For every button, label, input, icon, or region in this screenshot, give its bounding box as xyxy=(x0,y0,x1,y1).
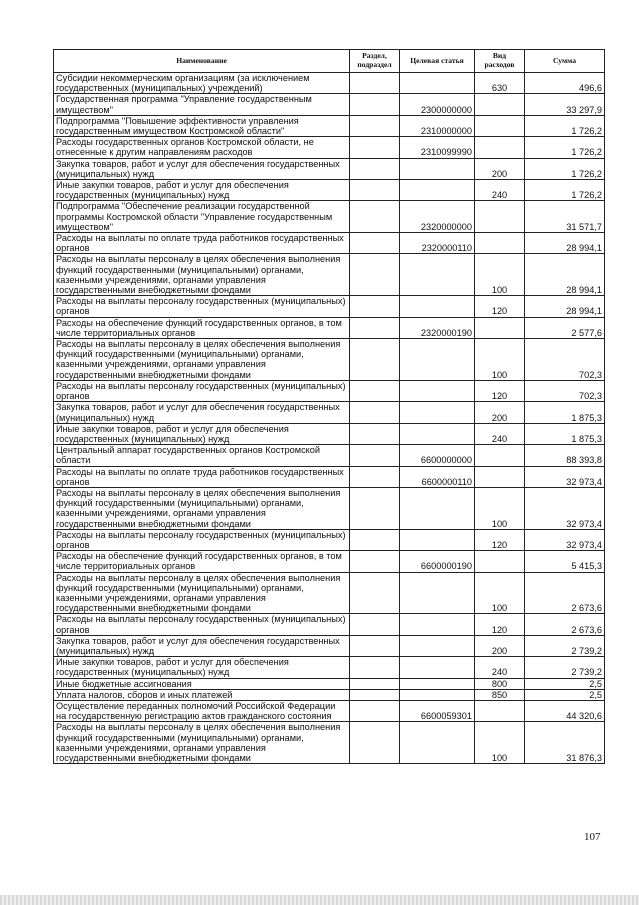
table-body xyxy=(54,73,605,764)
cell-sum: 702,3 xyxy=(525,339,605,381)
scan-bottom-edge xyxy=(0,895,639,905)
cell-section xyxy=(350,201,400,233)
cell-name: Расходы на выплаты персоналу в целях обеспечения выполнения функций государственными (муниципальными) органами, казенными учреждениями, органами управления государственными внебюджетными фондами xyxy=(54,339,350,381)
table-row xyxy=(54,339,605,381)
cell-name: Закупка товаров, работ и услуг для обеспечения государственных (муниципальных) нужд xyxy=(54,402,350,423)
cell-section xyxy=(350,233,400,254)
cell-target xyxy=(400,635,475,656)
cell-target: 2320000110 xyxy=(400,233,475,254)
table-row xyxy=(54,722,605,764)
cell-target xyxy=(400,423,475,444)
cell-name: Закупка товаров, работ и услуг для обеспечения государственных (муниципальных) нужд xyxy=(54,635,350,656)
table-row xyxy=(54,700,605,721)
cell-section xyxy=(350,73,400,94)
table-row xyxy=(54,380,605,401)
cell-section xyxy=(350,317,400,338)
cell-target xyxy=(400,487,475,529)
table-row xyxy=(54,254,605,296)
cell-target: 2320000190 xyxy=(400,317,475,338)
table-header xyxy=(54,50,605,73)
cell-name: Центральный аппарат государственных органов Костромской области xyxy=(54,445,350,466)
cell-name: Расходы на выплаты персоналу государственных (муниципальных) органов xyxy=(54,529,350,550)
cell-section xyxy=(350,423,400,444)
cell-kind: 100 xyxy=(475,339,525,381)
cell-section xyxy=(350,551,400,572)
cell-sum: 1 726,2 xyxy=(525,137,605,158)
cell-name: Расходы на выплаты персоналу государственных (муниципальных) органов xyxy=(54,614,350,635)
table-row xyxy=(54,317,605,338)
cell-sum: 1 875,3 xyxy=(525,423,605,444)
budget-table xyxy=(53,49,605,764)
table-row xyxy=(54,445,605,466)
cell-kind: 800 xyxy=(475,678,525,689)
cell-name: Осуществление переданных полномочий Российской Федерации на государственную регистрацию актов гражданского состояния xyxy=(54,700,350,721)
table-row xyxy=(54,137,605,158)
cell-sum: 2 673,6 xyxy=(525,572,605,614)
cell-section xyxy=(350,296,400,317)
table-row xyxy=(54,635,605,656)
cell-name: Расходы на выплаты по оплате труда работников государственных органов xyxy=(54,466,350,487)
cell-target: 6600000110 xyxy=(400,466,475,487)
cell-sum: 32 973,4 xyxy=(525,529,605,550)
table-row xyxy=(54,466,605,487)
cell-sum: 32 973,4 xyxy=(525,487,605,529)
cell-sum: 5 415,3 xyxy=(525,551,605,572)
cell-sum: 1 726,2 xyxy=(525,180,605,201)
cell-name: Расходы на выплаты персоналу государственных (муниципальных) органов xyxy=(54,380,350,401)
cell-target xyxy=(400,158,475,179)
table-row xyxy=(54,73,605,94)
cell-target xyxy=(400,689,475,700)
cell-sum: 32 973,4 xyxy=(525,466,605,487)
table-row xyxy=(54,551,605,572)
header-kind: Вид расходов xyxy=(475,50,525,73)
cell-section xyxy=(350,689,400,700)
table-row xyxy=(54,296,605,317)
cell-kind: 120 xyxy=(475,529,525,550)
cell-kind: 200 xyxy=(475,402,525,423)
cell-kind: 120 xyxy=(475,380,525,401)
cell-section xyxy=(350,722,400,764)
cell-section xyxy=(350,339,400,381)
cell-sum: 2 577,6 xyxy=(525,317,605,338)
cell-kind: 850 xyxy=(475,689,525,700)
cell-name: Иные закупки товаров, работ и услуг для обеспечения государственных (муниципальных) нужд xyxy=(54,423,350,444)
cell-section xyxy=(350,402,400,423)
cell-name: Расходы на обеспечение функций государственных органов, в том числе территориальных органов xyxy=(54,317,350,338)
cell-sum: 1 726,2 xyxy=(525,115,605,136)
cell-sum: 2,5 xyxy=(525,689,605,700)
table-row xyxy=(54,115,605,136)
cell-sum: 28 994,1 xyxy=(525,254,605,296)
cell-name: Подпрограмма "Обеспечение реализации государственной программы Костромской области "Управление государственным имуществом" xyxy=(54,201,350,233)
cell-sum: 1 875,3 xyxy=(525,402,605,423)
cell-name: Расходы на выплаты персоналу в целях обеспечения выполнения функций государственными (муниципальными) органами, казенными учреждениями, органами управления государственными внебюджетными фондами xyxy=(54,722,350,764)
cell-kind: 200 xyxy=(475,158,525,179)
cell-sum: 28 994,1 xyxy=(525,296,605,317)
cell-target xyxy=(400,339,475,381)
header-sum: Сумма xyxy=(525,50,605,73)
cell-kind xyxy=(475,551,525,572)
cell-section xyxy=(350,137,400,158)
cell-section xyxy=(350,635,400,656)
cell-kind xyxy=(475,317,525,338)
cell-target: 2320000000 xyxy=(400,201,475,233)
cell-section xyxy=(350,487,400,529)
header-name: Наименование xyxy=(54,50,350,73)
cell-kind xyxy=(475,445,525,466)
cell-target: 6600000000 xyxy=(400,445,475,466)
table-row xyxy=(54,201,605,233)
cell-sum: 2 673,6 xyxy=(525,614,605,635)
cell-name: Расходы на выплаты персоналу в целях обеспечения выполнения функций государственными (муниципальными) органами, казенными учреждениями, органами управления государственными внебюджетными фондами xyxy=(54,572,350,614)
cell-kind: 100 xyxy=(475,572,525,614)
cell-sum: 1 726,2 xyxy=(525,158,605,179)
cell-name: Уплата налогов, сборов и иных платежей xyxy=(54,689,350,700)
cell-section xyxy=(350,529,400,550)
cell-section xyxy=(350,572,400,614)
table-row xyxy=(54,158,605,179)
cell-section xyxy=(350,254,400,296)
cell-name: Подпрограмма "Повышение эффективности управления государственным имуществом Костромской области" xyxy=(54,115,350,136)
cell-target: 2300000000 xyxy=(400,94,475,115)
table-row xyxy=(54,180,605,201)
cell-kind: 240 xyxy=(475,180,525,201)
cell-name: Иные закупки товаров, работ и услуг для обеспечения государственных (муниципальных) нужд xyxy=(54,657,350,678)
cell-kind xyxy=(475,137,525,158)
cell-section xyxy=(350,700,400,721)
cell-name: Иные бюджетные ассигнования xyxy=(54,678,350,689)
cell-sum: 496,6 xyxy=(525,73,605,94)
cell-sum: 31 876,3 xyxy=(525,722,605,764)
cell-kind xyxy=(475,201,525,233)
cell-target xyxy=(400,254,475,296)
cell-target: 2310099990 xyxy=(400,137,475,158)
cell-sum: 31 571,7 xyxy=(525,201,605,233)
cell-target xyxy=(400,572,475,614)
cell-kind: 100 xyxy=(475,722,525,764)
header-section: Раздел, подраздел xyxy=(350,50,400,73)
cell-name: Закупка товаров, работ и услуг для обеспечения государственных (муниципальных) нужд xyxy=(54,158,350,179)
table-row xyxy=(54,657,605,678)
cell-kind: 100 xyxy=(475,487,525,529)
cell-kind xyxy=(475,466,525,487)
table-row xyxy=(54,678,605,689)
cell-name: Субсидии некоммерческим организациям (за исключением государственных (муниципальных) учреждений) xyxy=(54,73,350,94)
cell-section xyxy=(350,158,400,179)
cell-sum: 2,5 xyxy=(525,678,605,689)
cell-target xyxy=(400,402,475,423)
cell-kind xyxy=(475,94,525,115)
cell-kind: 630 xyxy=(475,73,525,94)
page-number: 107 xyxy=(584,831,601,843)
cell-name: Расходы на выплаты персоналу в целях обеспечения выполнения функций государственными (муниципальными) органами, казенными учреждениями, органами управления государственными внебюджетными фондами xyxy=(54,254,350,296)
cell-sum: 702,3 xyxy=(525,380,605,401)
cell-kind: 100 xyxy=(475,254,525,296)
cell-section xyxy=(350,678,400,689)
table-row xyxy=(54,487,605,529)
cell-target xyxy=(400,529,475,550)
cell-sum: 44 320,6 xyxy=(525,700,605,721)
cell-name: Расходы на выплаты персоналу в целях обеспечения выполнения функций государственными (муниципальными) органами, казенными учреждениями, органами управления государственными внебюджетными фондами xyxy=(54,487,350,529)
table-row xyxy=(54,689,605,700)
cell-sum: 2 739,2 xyxy=(525,657,605,678)
cell-target: 6600059301 xyxy=(400,700,475,721)
table-row xyxy=(54,233,605,254)
header-row xyxy=(54,50,605,73)
cell-kind xyxy=(475,233,525,254)
cell-name: Расходы на обеспечение функций государственных органов, в том числе территориальных органов xyxy=(54,551,350,572)
table-row xyxy=(54,402,605,423)
cell-name: Расходы на выплаты персоналу государственных (муниципальных) органов xyxy=(54,296,350,317)
cell-name: Государственная программа "Управление государственным имуществом" xyxy=(54,94,350,115)
cell-name: Расходы государственных органов Костромской области, не отнесенные к другим направлениям расходов xyxy=(54,137,350,158)
cell-target: 6600000190 xyxy=(400,551,475,572)
cell-sum: 28 994,1 xyxy=(525,233,605,254)
cell-section xyxy=(350,614,400,635)
table-row xyxy=(54,572,605,614)
cell-sum: 2 739,2 xyxy=(525,635,605,656)
cell-section xyxy=(350,466,400,487)
cell-name: Иные закупки товаров, работ и услуг для обеспечения государственных (муниципальных) нужд xyxy=(54,180,350,201)
cell-sum: 88 393,8 xyxy=(525,445,605,466)
table-row xyxy=(54,529,605,550)
cell-section xyxy=(350,180,400,201)
cell-kind: 120 xyxy=(475,296,525,317)
cell-section xyxy=(350,380,400,401)
cell-section xyxy=(350,445,400,466)
cell-kind xyxy=(475,700,525,721)
cell-target xyxy=(400,614,475,635)
cell-target xyxy=(400,296,475,317)
cell-section xyxy=(350,657,400,678)
cell-target xyxy=(400,678,475,689)
cell-section xyxy=(350,94,400,115)
cell-name: Расходы на выплаты по оплате труда работников государственных органов xyxy=(54,233,350,254)
table-row xyxy=(54,94,605,115)
cell-kind xyxy=(475,115,525,136)
cell-target xyxy=(400,722,475,764)
cell-target xyxy=(400,380,475,401)
cell-target xyxy=(400,73,475,94)
cell-kind: 120 xyxy=(475,614,525,635)
cell-kind: 240 xyxy=(475,657,525,678)
cell-target xyxy=(400,657,475,678)
table-row xyxy=(54,423,605,444)
cell-kind: 200 xyxy=(475,635,525,656)
cell-kind: 240 xyxy=(475,423,525,444)
cell-section xyxy=(350,115,400,136)
cell-target: 2310000000 xyxy=(400,115,475,136)
cell-target xyxy=(400,180,475,201)
table-row xyxy=(54,614,605,635)
cell-sum: 33 297,9 xyxy=(525,94,605,115)
header-target: Целевая статья xyxy=(400,50,475,73)
